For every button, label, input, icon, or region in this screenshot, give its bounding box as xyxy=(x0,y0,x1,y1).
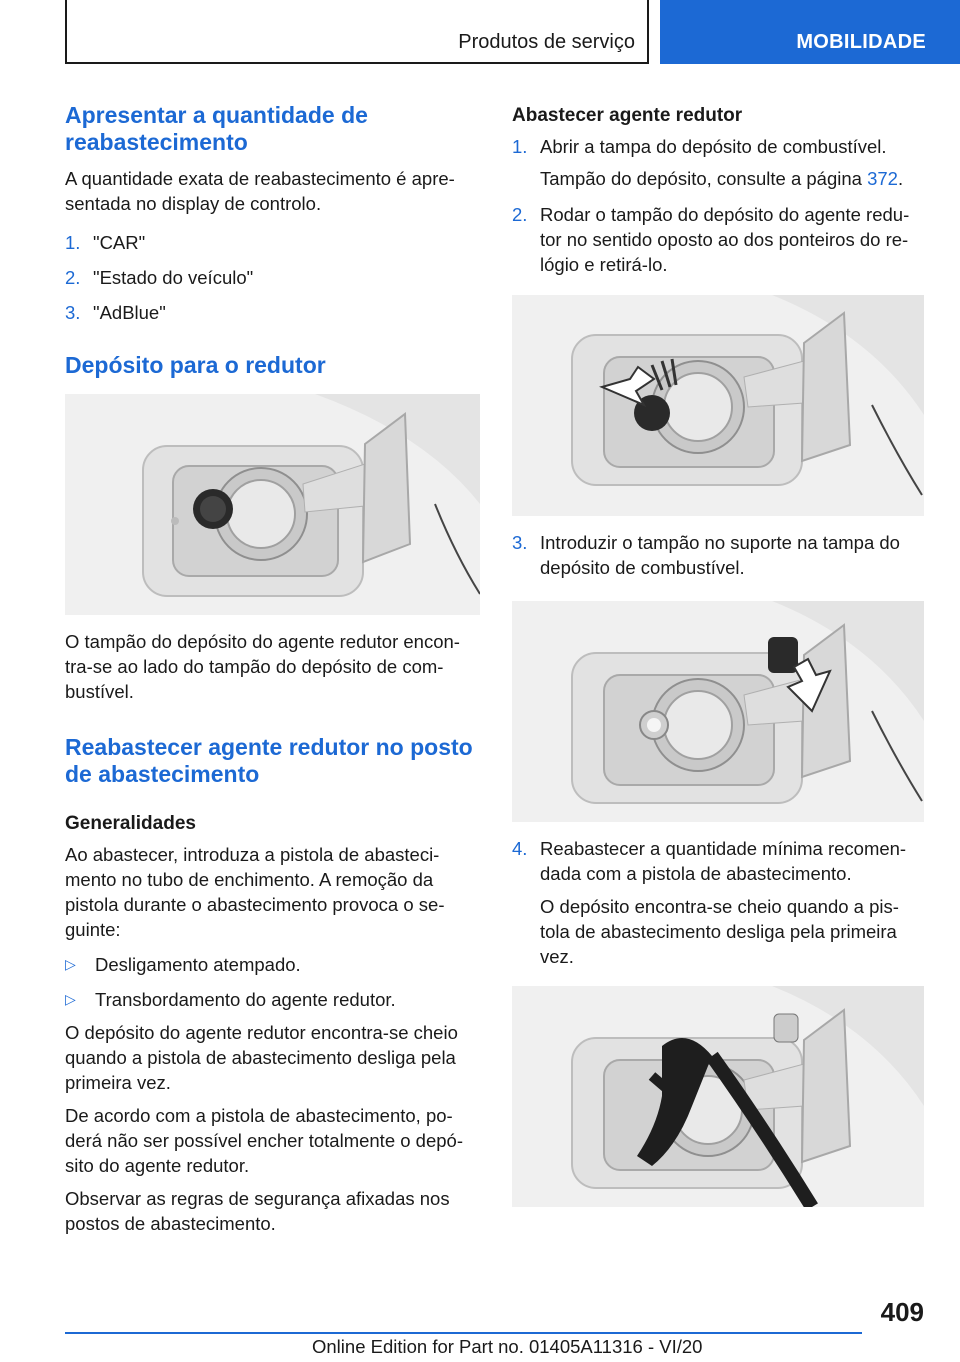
step-1-reference: Tampão do depósito, consulte a página 372. xyxy=(540,168,904,189)
right-column xyxy=(512,102,924,1207)
list-item: 1. "CAR" xyxy=(65,232,146,253)
header-chapter-tab[interactable] xyxy=(660,0,960,64)
header-section-title: Produtos de serviço xyxy=(458,31,635,53)
heading-refill-quantity: Apresentar a quantidade de reabastecimento xyxy=(65,102,368,155)
left-column xyxy=(65,102,480,1236)
step-4: 4. Reabastecer a quantidade mínima recomen-dada com a pistola de abastecimento. xyxy=(512,838,907,884)
para-tank-location: O tampão do depósito do agente redutor encon-tra-se ao lado do tampão do depósito de com-bustível. xyxy=(65,631,460,702)
header-section-box xyxy=(65,0,649,64)
para-refill-quantity: A quantidade exata de reabastecimento é apre-sentada no display de controlo. xyxy=(65,168,455,214)
step-4-note: O depósito encontra-se cheio quando a pis-tola de abastecimento desliga pela primeira vez. xyxy=(540,896,899,967)
footer-divider xyxy=(65,1332,862,1334)
list-item: ▷ Desligamento atempado. xyxy=(65,954,301,975)
triangle-bullet-icon: ▷ xyxy=(65,991,76,1007)
menu-steps-list xyxy=(65,230,480,325)
step-3: 3. Introduzir o tampão no suporte na tampa do depósito de combustível. xyxy=(512,532,900,578)
heading-general: Generalidades xyxy=(65,813,196,834)
list-item: ▷ Transbordamento do agente redutor. xyxy=(65,989,396,1010)
consequence-list xyxy=(65,952,480,1012)
list-item: 2. "Estado do veículo" xyxy=(65,267,254,288)
triangle-bullet-icon: ▷ xyxy=(65,956,76,972)
para-safety-rules: Observar as regras de segurança afixadas nos postos de abastecimento. xyxy=(65,1188,450,1234)
heading-refuel-reductant: Abastecer agente redutor xyxy=(512,105,743,126)
footer-edition: Online Edition for Part no. 01405A11316 - VI/20 xyxy=(312,1336,703,1357)
figure-reductant-tank xyxy=(65,394,480,615)
figure-remove-cap xyxy=(512,295,924,516)
list-item: 3. "AdBlue" xyxy=(65,302,166,323)
para-nozzle-note: De acordo com a pistola de abastecimento, po-derá não ser possível encher totalmente o depó-sito do agente redutor. xyxy=(65,1105,463,1176)
figure-store-cap xyxy=(512,601,924,822)
para-tank-full: O depósito do agente redutor encontra-se cheio quando a pistola de abastecimento desliga pela primeira vez. xyxy=(65,1022,458,1093)
page-number: 409 xyxy=(880,1297,924,1327)
figure-refuel-nozzle xyxy=(512,986,924,1207)
header-chapter-label: MOBILIDADE xyxy=(796,31,926,53)
step-1: 1. Abrir a tampa do depósito de combustível. xyxy=(512,136,887,157)
step-2: 2. Rodar o tampão do depósito do agente redu-tor no sentido oposto ao dos ponteiros do re-lógio e retirá-lo. xyxy=(512,204,910,275)
heading-reductant-tank: Depósito para o redutor xyxy=(65,352,326,378)
heading-refuel-station: Reabastecer agente redutor no posto de abastecimento xyxy=(65,734,473,787)
page-reference-link[interactable]: 372 xyxy=(867,168,898,189)
para-general: Ao abastecer, introduza a pistola de abasteci-mento no tubo de enchimento. A remoção da pistola durante o abastecimento provoca o se-guinte: xyxy=(65,844,445,940)
